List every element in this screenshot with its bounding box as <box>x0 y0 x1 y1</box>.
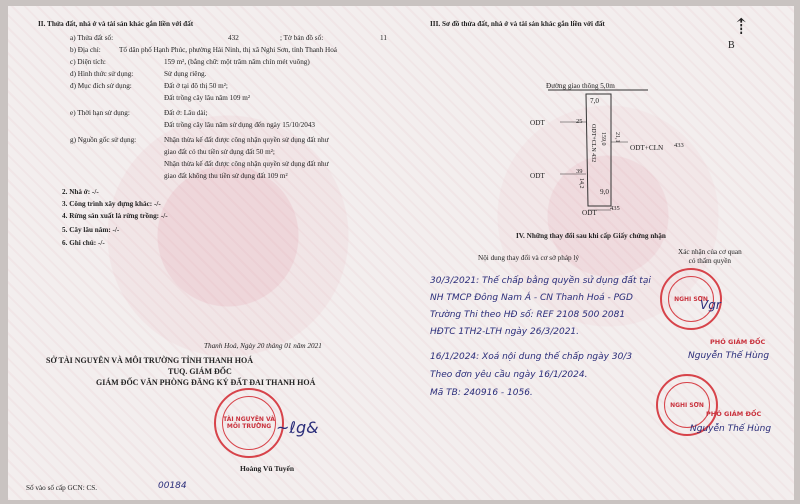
entry-1-line-4: HĐTC 1TH2-LTH ngày 26/3/2021. <box>430 327 580 337</box>
origin-value-1: Nhận thừa kế đất được công nhận quyền sử dụng đất như <box>164 136 329 144</box>
deputy-name-1: Nguyễn Thế Hùng <box>688 351 770 361</box>
origin-value-2: giao đất có thu tiền sử dụng đất 50 m²; <box>164 148 275 156</box>
official-seal-left <box>214 388 284 458</box>
purpose-label: đ) Mục đích sử dụng: <box>70 82 132 90</box>
right-page <box>418 6 794 500</box>
map-sheet-label: ; Tờ bản đồ số: <box>280 34 324 42</box>
section-title-diagram: III. Sơ đồ thửa đất, nhà ở và tài sản khác gắn liền với đất <box>430 20 605 28</box>
entry-2-line-3: Mã TB: 240916 - 1056. <box>430 388 533 398</box>
deputy-name-2: Nguyễn Thế Hùng <box>690 424 772 434</box>
issuing-department: SỞ TÀI NGUYÊN VÀ MÔI TRƯỜNG TỈNH THANH HOÁ <box>46 356 253 365</box>
entry-2-line-2: Theo đơn yêu cầu ngày 16/1/2024. <box>430 370 588 380</box>
item-2-house: 2. Nhà ở: -/- <box>62 188 99 196</box>
edge-top: 7,0 <box>590 97 599 105</box>
edge-east: 21,1 <box>614 132 620 143</box>
origin-value-4: giao đất không thu tiền sử dụng đất 109 m² <box>164 172 288 180</box>
neighbor-west-2-no: 39 <box>576 168 583 175</box>
parcel-no-label: a) Thửa đất số: <box>70 34 114 42</box>
origin-value-3: Nhận thừa kế đất được công nhận quyền sử dụng đất như <box>164 160 329 168</box>
parcel-no-value: 432 <box>228 34 239 42</box>
land-certificate-spread <box>8 6 794 500</box>
seal-text-right-1: NGHI SƠN <box>674 295 708 303</box>
gcn-entry-value: 00184 <box>158 481 187 491</box>
neighbor-west-1-no: 25 <box>576 118 583 125</box>
edge-west: 14,2 <box>578 178 584 189</box>
term-value-1: Đất ở: Lâu dài; <box>164 109 208 117</box>
deputy-director-2: PHÓ GIÁM ĐỐC <box>706 410 762 418</box>
neighbor-south: ODT <box>582 209 597 217</box>
term-value-2: Đất trồng cây lâu năm sử dụng đến ngày 15/10/2043 <box>164 121 316 129</box>
left-page <box>8 6 413 500</box>
entry-1-line-2: NH TMCP Đông Nam Á - CN Thanh Hoá - PGD <box>430 293 633 303</box>
use-form-value: Sử dụng riêng. <box>164 70 207 78</box>
road-label: Đường giao thông 5,0m <box>546 82 615 90</box>
origin-label: g) Nguồn gốc sử dụng: <box>70 136 137 144</box>
term-label: e) Thời hạn sử dụng: <box>70 109 130 117</box>
address-value: Tổ dân phố Hạnh Phúc, phường Hải Ninh, thị xã Nghi Sơn, tỉnh Thanh Hoá <box>119 46 337 54</box>
area-label: c) Diện tích: <box>70 58 106 66</box>
item-6-notes: 6. Ghi chú: -/- <box>62 239 105 247</box>
signer-title-2: GIÁM ĐỐC VĂN PHÒNG ĐĂNG KÝ ĐẤT ĐAI THANH HOÁ <box>96 378 316 387</box>
north-label: B <box>728 40 735 51</box>
signature-right-1: Vgr <box>700 298 721 312</box>
neighbor-west-1: ODT <box>530 119 545 127</box>
map-sheet-value: 11 <box>380 34 387 42</box>
item-5-perennial: 5. Cây lâu năm: -/- <box>62 226 120 234</box>
issue-place-date: Thanh Hoá, Ngày 20 tháng 01 năm 2021 <box>204 342 322 350</box>
use-form-label: d) Hình thức sử dụng: <box>70 70 134 78</box>
neighbor-east: ODT+CLN <box>630 144 664 152</box>
neighbor-west-2: ODT <box>530 172 545 180</box>
seal-text-right-2: NGHI SƠN <box>670 401 704 409</box>
entry-1-line-1: 30/3/2021: Thế chấp bằng quyền sử dụng đất tại <box>430 276 651 286</box>
item-3-construction: 3. Công trình xây dựng khác: -/- <box>62 200 161 208</box>
changes-col-confirm-1: Xác nhận của cơ quan <box>678 248 742 256</box>
item-4-forest: 4. Rừng sản xuất là rừng trồng: -/- <box>62 212 168 220</box>
parcel-area: 159,0 <box>600 132 606 146</box>
parcel-label: ODT+CLN 432 <box>590 124 596 163</box>
section-title-land: II. Thửa đất, nhà ở và tài sản khác gắn liền với đất <box>38 20 194 28</box>
signature-left: ~ℓg& <box>276 418 319 437</box>
entry-2-line-1: 16/1/2024: Xoá nội dung thế chấp ngày 30/3 <box>430 352 633 362</box>
neighbor-south-no: 435 <box>610 205 620 212</box>
signer-name: Hoàng Vũ Tuyến <box>240 464 295 473</box>
seal-text-left: TÀI NGUYÊN VÀ MÔI TRƯỜNG <box>223 416 275 430</box>
changes-col-confirm <box>678 248 742 266</box>
purpose-value-1: Đất ở tại đô thị 50 m²; <box>164 82 228 90</box>
purpose-value-2: Đất trồng cây lâu năm 109 m² <box>164 94 250 102</box>
changes-title: IV. Những thay đổi sau khi cấp Giấy chứng nhận <box>516 232 666 240</box>
changes-col-confirm-2: có thẩm quyền <box>688 257 731 265</box>
deputy-director-1: PHÓ GIÁM ĐỐC <box>710 338 766 346</box>
signer-title-1: TUQ. GIÁM ĐỐC <box>168 367 232 376</box>
neighbor-east-no: 433 <box>674 142 684 149</box>
changes-col-content: Nội dung thay đổi và cơ sở pháp lý <box>478 254 580 262</box>
area-value: 159 m², (bằng chữ: một trăm năm chín mét vuông) <box>164 58 310 66</box>
address-label: b) Địa chỉ: <box>70 46 101 54</box>
north-arrow-icon: ⇡ <box>732 14 751 39</box>
edge-bottom: 9,0 <box>600 188 609 196</box>
gcn-entry-label: Số vào sổ cấp GCN: CS. <box>26 484 98 492</box>
entry-1-line-3: Trường Thi theo HĐ số: REF 2108 500 2081 <box>430 310 626 320</box>
